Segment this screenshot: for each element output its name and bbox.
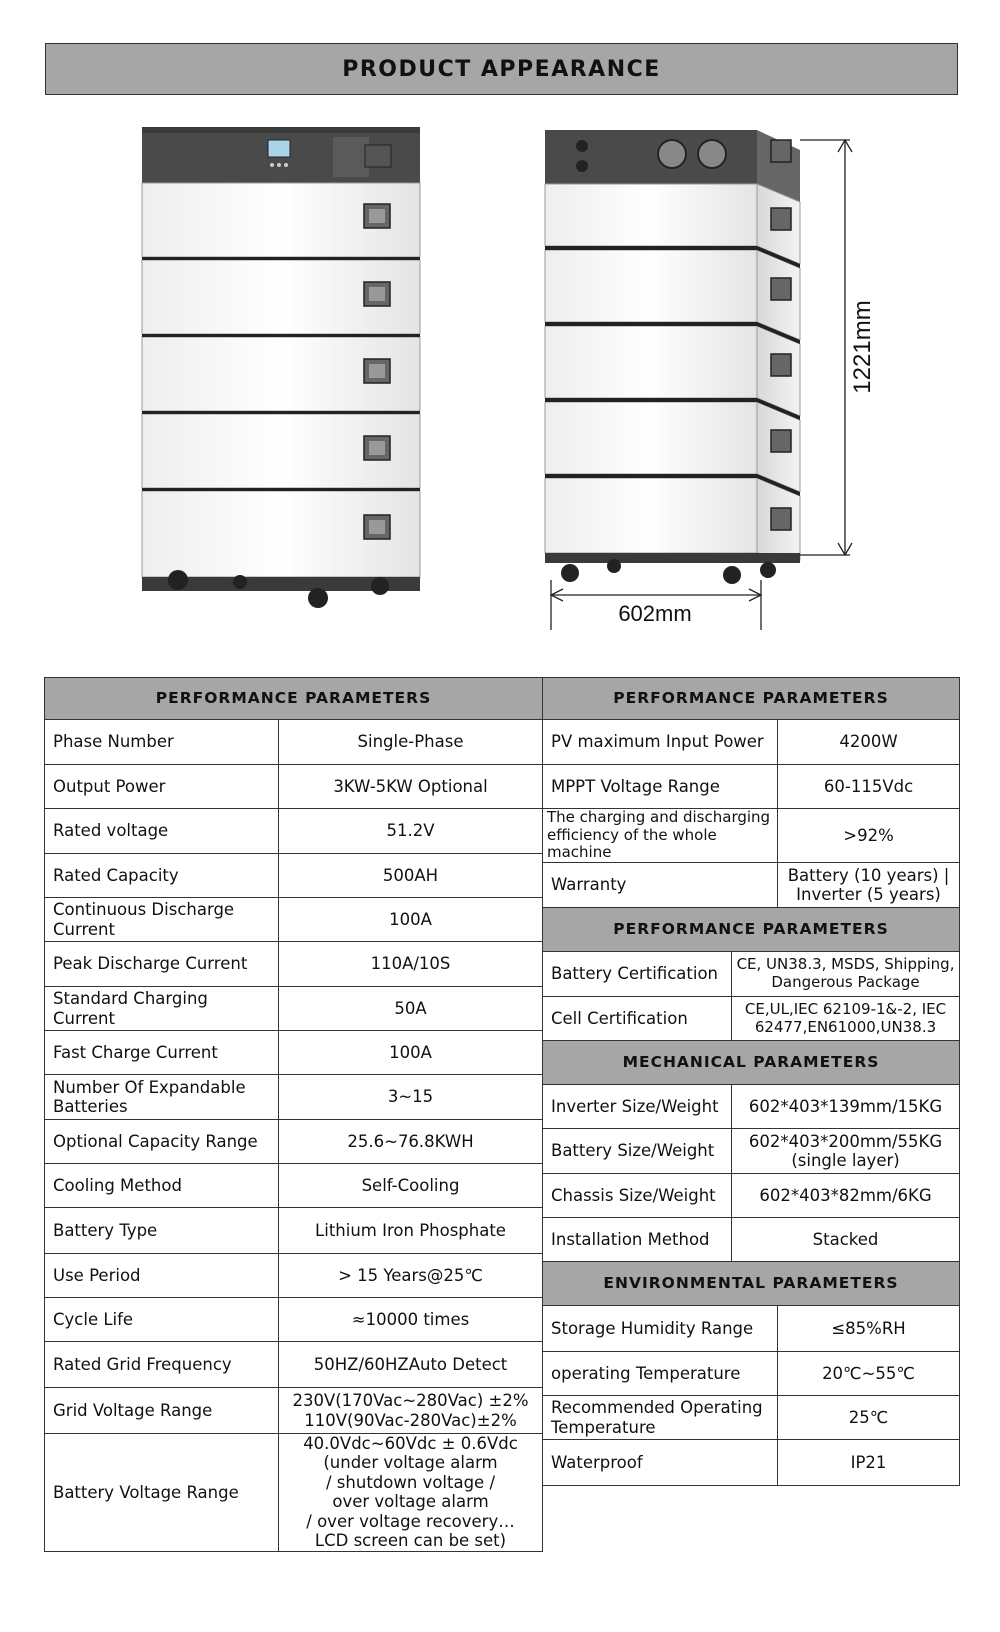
parameter-value: 50A [279, 987, 543, 1031]
parameter-label: Cooling Method [45, 1164, 279, 1208]
battery-stack-front-view [142, 127, 420, 608]
parameter-value: Lithium Iron Phosphate [279, 1208, 543, 1254]
table-header-row [543, 1262, 960, 1306]
table-row [543, 1218, 960, 1262]
table-row [45, 1075, 543, 1120]
table-row [543, 1352, 960, 1396]
parameter-value: Battery (10 years) | Inverter (5 years) [778, 863, 960, 908]
section-header: MECHANICAL PARAMETERS [543, 1041, 960, 1085]
table-row [45, 1342, 543, 1388]
parameter-value: 50HZ/60HZAuto Detect [279, 1342, 543, 1388]
parameter-label: PV maximum Input Power [543, 720, 778, 765]
parameter-value: 4200W [778, 720, 960, 765]
parameter-value: CE, UN38.3, MSDS, Shipping, Dangerous Package [732, 952, 960, 997]
parameter-value: 602*403*82mm/6KG [732, 1174, 960, 1218]
parameter-label: Waterproof [543, 1440, 778, 1486]
table-row [45, 765, 543, 809]
table-row [45, 1298, 543, 1342]
parameter-value: Stacked [732, 1218, 960, 1262]
parameter-label: Cycle Life [45, 1298, 279, 1342]
table-row [543, 809, 960, 863]
battery-stack-side-view [545, 130, 800, 584]
table-row [45, 1208, 543, 1254]
parameter-label: Grid Voltage Range [45, 1388, 279, 1434]
table-row [45, 1031, 543, 1075]
table-row [543, 1306, 960, 1352]
parameter-value: 602*403*200mm/55KG (single layer) [732, 1129, 960, 1174]
table-row [45, 898, 543, 942]
parameter-value: 51.2V [279, 809, 543, 854]
parameter-label: Rated Grid Frequency [45, 1342, 279, 1388]
parameter-value: IP21 [778, 1440, 960, 1486]
table-row [543, 1440, 960, 1486]
parameter-value: 20℃~55℃ [778, 1352, 960, 1396]
parameter-label: Continuous Discharge Current [45, 898, 279, 942]
table-row [45, 809, 543, 854]
parameter-value: > 15 Years@25℃ [279, 1254, 543, 1298]
parameter-label: Warranty [543, 863, 778, 908]
parameter-value: 500AH [279, 854, 543, 898]
page-title: PRODUCT APPEARANCE [342, 56, 661, 82]
parameter-value: 110A/10S [279, 942, 543, 987]
parameter-label: Storage Humidity Range [543, 1306, 778, 1352]
parameter-value: >92% [778, 809, 960, 863]
performance-table-right [542, 677, 960, 1486]
table-row [543, 863, 960, 908]
table-row [45, 942, 543, 987]
table-row [45, 1164, 543, 1208]
table-row [543, 1129, 960, 1174]
table-row [45, 1388, 543, 1434]
table-row [543, 997, 960, 1041]
parameter-label: Battery Type [45, 1208, 279, 1254]
table-row [45, 1254, 543, 1298]
parameter-value: 25℃ [778, 1396, 960, 1440]
table-row [543, 952, 960, 997]
table-row [543, 765, 960, 809]
parameter-label: Cell Certification [543, 997, 732, 1041]
parameter-label: operating Temperature [543, 1352, 778, 1396]
table-header-row [543, 1041, 960, 1085]
parameter-label: Battery Size/Weight [543, 1129, 732, 1174]
table-row [45, 987, 543, 1031]
parameter-value: 60-115Vdc [778, 765, 960, 809]
height-dimension-label: 1221mm [849, 300, 876, 394]
parameter-value: 100A [279, 1031, 543, 1075]
parameter-value: 40.0Vdc~60Vdc ± 0.6Vdc (under voltage alarm / shutdown voltage / over voltage alarm / over voltage recovery… LCD screen can be set) [279, 1434, 543, 1552]
product-illustration [0, 110, 1000, 670]
table-header-row [45, 678, 543, 720]
parameter-label: Standard Charging Current [45, 987, 279, 1031]
parameter-value: 602*403*139mm/15KG [732, 1085, 960, 1129]
parameter-label: Phase Number [45, 720, 279, 765]
parameter-label: Battery Voltage Range [45, 1434, 279, 1552]
parameter-value: 3KW-5KW Optional [279, 765, 543, 809]
section-header: PERFORMANCE PARAMETERS [543, 678, 960, 720]
parameter-label: Chassis Size/Weight [543, 1174, 732, 1218]
parameter-label: Use Period [45, 1254, 279, 1298]
parameter-value: Self-Cooling [279, 1164, 543, 1208]
parameter-value: Single-Phase [279, 720, 543, 765]
table-row [543, 720, 960, 765]
parameter-value: 25.6~76.8KWH [279, 1120, 543, 1164]
parameter-label: Inverter Size/Weight [543, 1085, 732, 1129]
table-row [45, 720, 543, 765]
parameter-label: Recommended Operating Temperature [543, 1396, 778, 1440]
performance-table-left [44, 677, 543, 1552]
table-row [543, 1085, 960, 1129]
parameter-label: Rated Capacity [45, 854, 279, 898]
section-header: PERFORMANCE PARAMETERS [543, 908, 960, 952]
parameter-label: The charging and discharging efficiency of the whole machine [543, 809, 778, 863]
parameter-label: Battery Certification [543, 952, 732, 997]
width-dimension-label: 602mm [618, 601, 692, 626]
table-header-row [543, 678, 960, 720]
table-header-row [543, 908, 960, 952]
title-bar [45, 43, 958, 95]
parameter-label: Fast Charge Current [45, 1031, 279, 1075]
parameter-label: Output Power [45, 765, 279, 809]
parameter-label: Rated voltage [45, 809, 279, 854]
parameter-label: MPPT Voltage Range [543, 765, 778, 809]
parameter-value: 230V(170Vac~280Vac) ±2% 110V(90Vac-280Vac)±2% [279, 1388, 543, 1434]
parameter-label: Optional Capacity Range [45, 1120, 279, 1164]
section-header: PERFORMANCE PARAMETERS [45, 678, 543, 720]
parameter-label: Number Of Expandable Batteries [45, 1075, 279, 1120]
section-header: ENVIRONMENTAL PARAMETERS [543, 1262, 960, 1306]
table-row [543, 1396, 960, 1440]
parameter-value: 3~15 [279, 1075, 543, 1120]
parameter-label: Peak Discharge Current [45, 942, 279, 987]
parameter-value: ≤85%RH [778, 1306, 960, 1352]
table-row [543, 1174, 960, 1218]
table-row [45, 1434, 543, 1552]
table-row [45, 854, 543, 898]
parameter-label: Installation Method [543, 1218, 732, 1262]
table-row [45, 1120, 543, 1164]
parameter-value: 100A [279, 898, 543, 942]
parameter-value: CE,UL,IEC 62109-1&-2, IEC 62477,EN61000,UN38.3 [732, 997, 960, 1041]
parameter-value: ≈10000 times [279, 1298, 543, 1342]
